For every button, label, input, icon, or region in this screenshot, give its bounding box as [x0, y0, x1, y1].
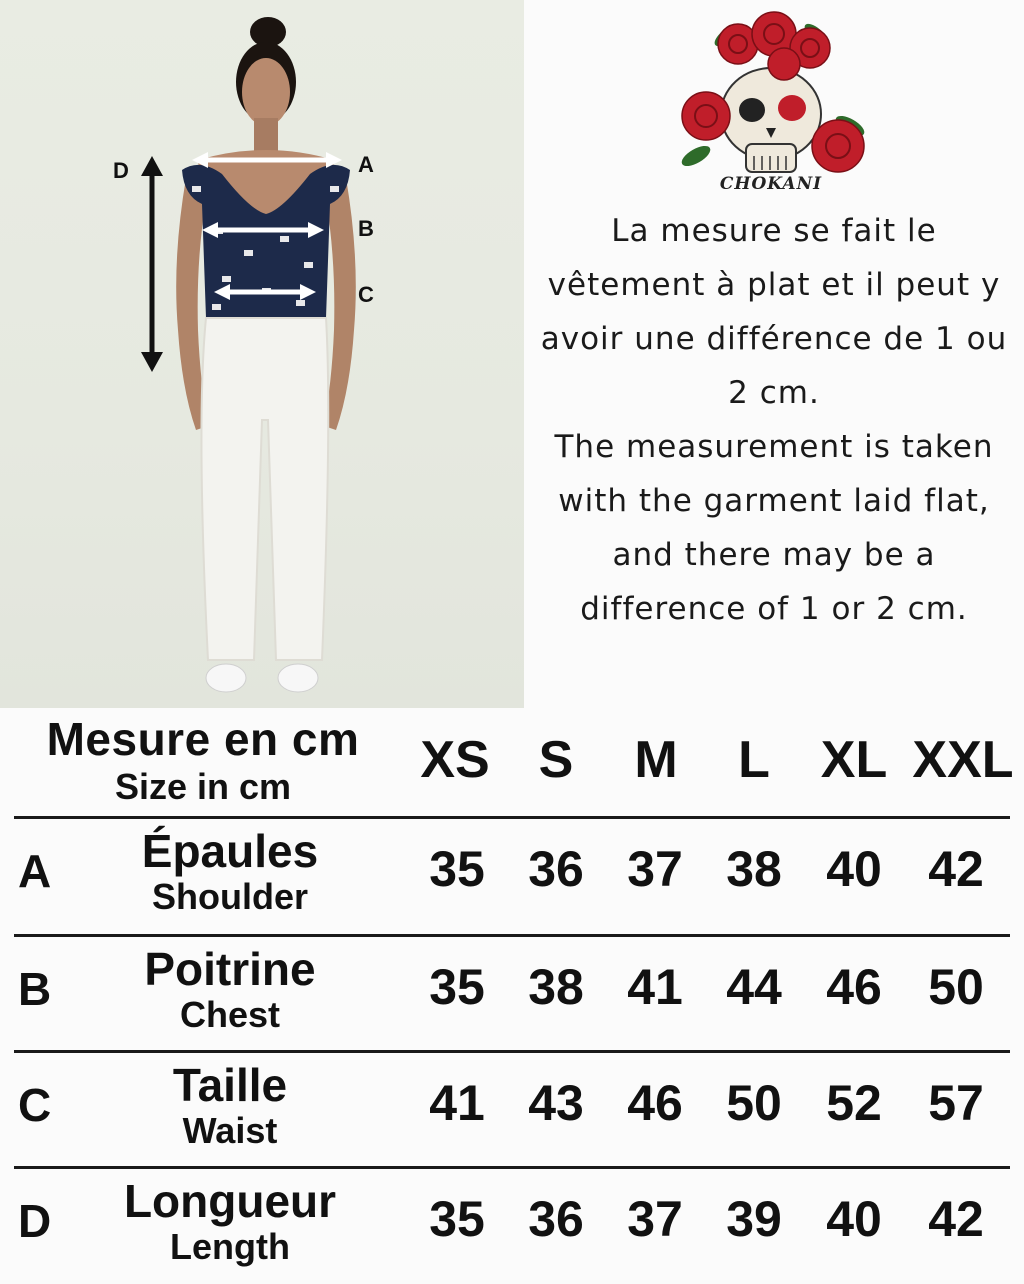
- divider: [14, 816, 1010, 819]
- note-english: The measurement is taken with the garment laid flat, and there may be a difference of 1 or 2 cm.: [554, 429, 994, 627]
- value-cell: 35: [429, 841, 485, 897]
- row-label-en: Waist: [182, 1110, 278, 1151]
- table-row: [0, 820, 1024, 934]
- row-label-fr: Poitrine: [144, 943, 316, 995]
- size-table: [0, 708, 1024, 1280]
- value-cell: 41: [429, 1075, 485, 1131]
- row-letter: C: [18, 1079, 52, 1131]
- row-label-fr: Épaules: [141, 825, 319, 877]
- marker-b: B: [358, 216, 374, 241]
- brand-logo: [666, 6, 876, 206]
- size-header: L: [738, 731, 770, 789]
- row-letter: D: [18, 1195, 52, 1247]
- value-cell: 57: [928, 1075, 984, 1131]
- row-label-fr: Longueur: [123, 1175, 337, 1227]
- value-cell: 52: [826, 1075, 882, 1131]
- value-cell: 36: [528, 841, 584, 897]
- value-cell: 42: [928, 841, 984, 897]
- value-cell: 46: [826, 959, 882, 1015]
- value-cell: 37: [627, 841, 683, 897]
- info-panel: [524, 0, 1024, 708]
- value-cell: 38: [726, 841, 782, 897]
- size-header: XL: [820, 731, 888, 789]
- table-row: [0, 1170, 1024, 1284]
- value-cell: 41: [627, 959, 683, 1015]
- measurement-note: [534, 204, 1014, 636]
- value-cell: 35: [429, 1191, 485, 1247]
- value-cell: 46: [627, 1075, 683, 1131]
- row-label-en: Length: [170, 1226, 290, 1267]
- marker-a: A: [358, 152, 374, 177]
- brand-name: CHOKANI: [719, 174, 823, 194]
- value-cell: 35: [429, 959, 485, 1015]
- value-cell: 38: [528, 959, 584, 1015]
- row-letter: A: [18, 845, 52, 897]
- marker-c: C: [358, 282, 374, 307]
- value-cell: 40: [826, 841, 882, 897]
- size-header: M: [634, 731, 678, 789]
- value-cell: 44: [726, 959, 782, 1015]
- value-cell: 42: [928, 1191, 984, 1247]
- table-row: [0, 1054, 1024, 1168]
- table-header: [0, 708, 1024, 816]
- row-label-en: Chest: [179, 994, 281, 1035]
- value-cell: 50: [928, 959, 984, 1015]
- marker-d: D: [113, 158, 129, 183]
- size-header: XXL: [912, 731, 1014, 789]
- model-photo: [0, 0, 524, 708]
- value-cell: 43: [528, 1075, 584, 1131]
- row-letter: B: [18, 963, 52, 1015]
- table-title: Mesure en cm: [46, 713, 360, 765]
- row-label-fr: Taille: [172, 1059, 288, 1111]
- value-cell: 40: [826, 1191, 882, 1247]
- model-illustration: [0, 0, 524, 708]
- table-row: [0, 938, 1024, 1052]
- value-cell: 50: [726, 1075, 782, 1131]
- table-subtitle: Size in cm: [114, 766, 292, 807]
- value-cell: 39: [726, 1191, 782, 1247]
- note-french: La mesure se fait le vêtement à plat et il peut y avoir une différence de 1 ou 2 cm.: [540, 213, 1008, 411]
- divider: [14, 1050, 1010, 1053]
- row-label-en: Shoulder: [151, 876, 308, 917]
- value-cell: 37: [627, 1191, 683, 1247]
- size-header: S: [538, 731, 574, 789]
- size-header: XS: [420, 731, 490, 789]
- divider: [14, 934, 1010, 937]
- value-cell: 36: [528, 1191, 584, 1247]
- divider: [14, 1166, 1010, 1169]
